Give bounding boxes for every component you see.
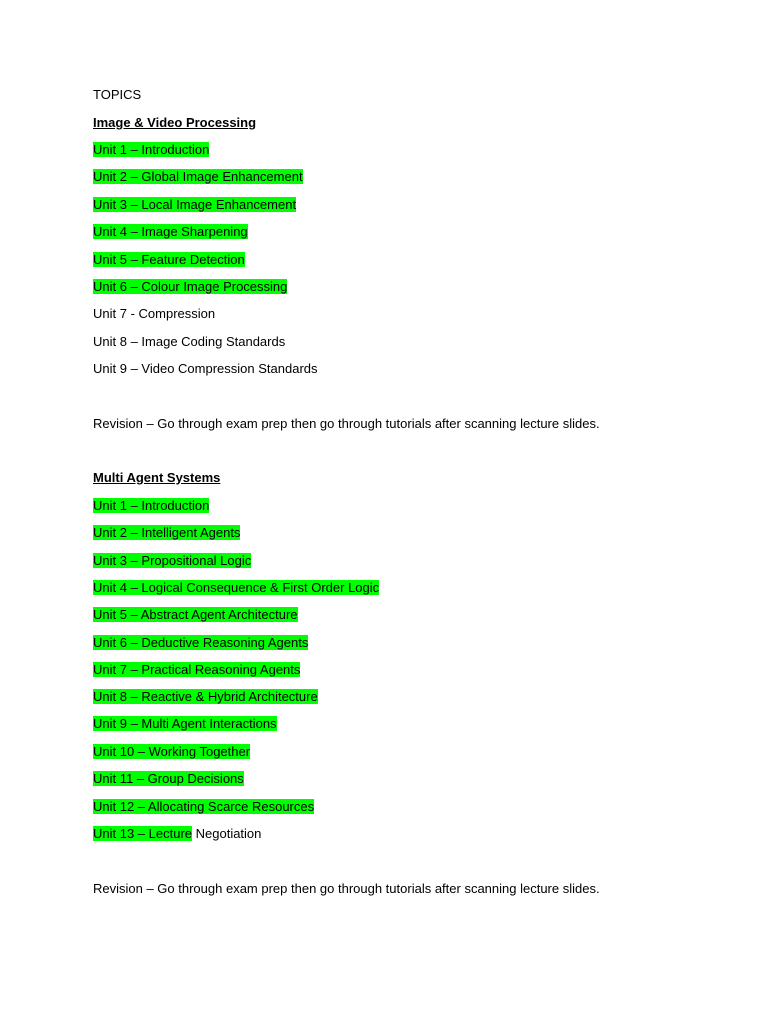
highlighted-text: Unit 6 – Colour Image Processing: [93, 279, 288, 294]
highlighted-text: Unit 4 – Image Sharpening: [93, 224, 248, 239]
plain-text: Unit 8 – Image Coding Standards: [93, 334, 286, 349]
list-item: [93, 825, 261, 843]
list-item: [93, 168, 303, 186]
plain-text: Unit 7 - Compression: [93, 306, 216, 321]
highlighted-text: Unit 13 – Lecture: [93, 826, 193, 841]
highlighted-text: Unit 12 – Allocating Scarce Resources: [93, 799, 315, 814]
list-item: [93, 497, 209, 515]
list-item: [93, 223, 248, 241]
highlighted-text: Unit 4 – Logical Consequence & First Order Logic: [93, 580, 380, 595]
highlighted-text: Unit 10 – Working Together: [93, 744, 251, 759]
list-item: [93, 606, 298, 624]
list-item: [93, 798, 314, 816]
list-item: [93, 552, 251, 570]
highlighted-text: Unit 2 – Intelligent Agents: [93, 525, 241, 540]
section-heading-multi-agent: Multi Agent Systems: [93, 470, 221, 485]
highlighted-text: Unit 8 – Reactive & Hybrid Architecture: [93, 689, 318, 704]
list-item: [93, 579, 379, 597]
list-item: [93, 360, 318, 378]
highlighted-text: Unit 7 – Practical Reasoning Agents: [93, 662, 301, 677]
highlighted-text: Unit 3 – Propositional Logic: [93, 553, 252, 568]
section-heading-image-video: Image & Video Processing: [93, 115, 257, 130]
highlighted-text: Unit 5 – Feature Detection: [93, 252, 245, 267]
list-item: [93, 278, 287, 296]
plain-text: Negotiation: [192, 826, 262, 841]
highlighted-text: Unit 3 – Local Image Enhancement: [93, 197, 297, 212]
list-item: [93, 524, 240, 542]
list-item: [93, 715, 277, 733]
highlighted-text: Unit 6 – Deductive Reasoning Agents: [93, 635, 309, 650]
list-item: [93, 196, 296, 214]
list-item: [93, 770, 244, 788]
list-item: [93, 634, 308, 652]
list-item: [93, 333, 285, 351]
document-title: TOPICS: [93, 87, 142, 102]
highlighted-text: Unit 9 – Multi Agent Interactions: [93, 716, 277, 731]
highlighted-text: Unit 11 – Group Decisions: [93, 771, 244, 786]
revision-note: Revision – Go through exam prep then go through tutorials after scanning lecture slides.: [93, 416, 600, 431]
list-item: [93, 661, 300, 679]
list-item: [93, 743, 250, 761]
highlighted-text: Unit 1 – Introduction: [93, 498, 210, 513]
highlighted-text: Unit 1 – Introduction: [93, 142, 210, 157]
plain-text: Unit 9 – Video Compression Standards: [93, 361, 318, 376]
list-item: [93, 688, 318, 706]
highlighted-text: Unit 2 – Global Image Enhancement: [93, 169, 303, 184]
list-item: [93, 141, 209, 159]
list-item: [93, 305, 215, 323]
list-item: [93, 251, 245, 269]
highlighted-text: Unit 5 – Abstract Agent Architecture: [93, 607, 298, 622]
revision-note: Revision – Go through exam prep then go through tutorials after scanning lecture slides.: [93, 881, 600, 896]
